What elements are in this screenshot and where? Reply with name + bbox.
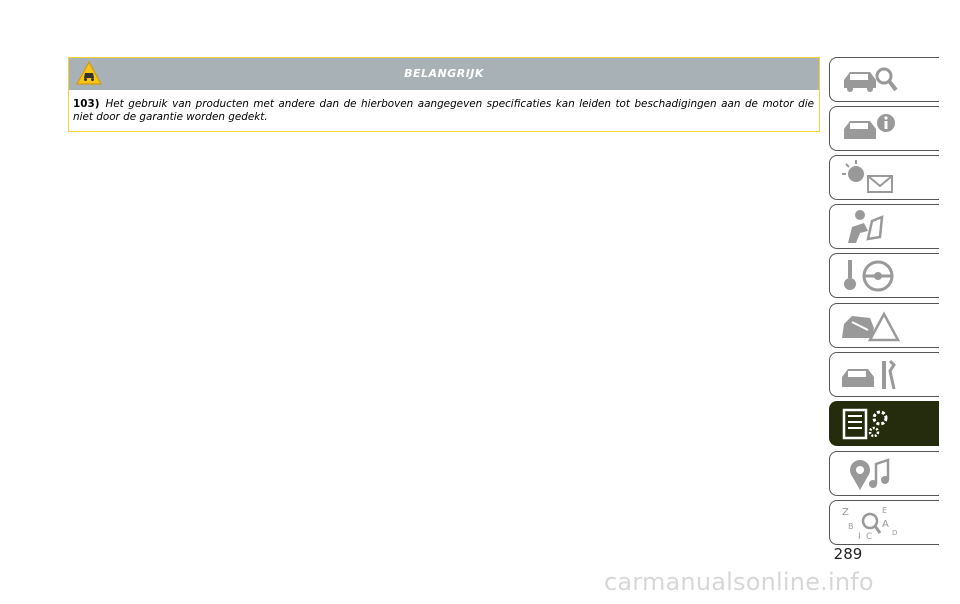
tab-technical-data[interactable]: [829, 401, 939, 446]
warning-light-message-icon: [838, 160, 902, 196]
note-number: 103): [73, 98, 100, 110]
svg-text:D: D: [892, 529, 898, 537]
page-number: 289: [833, 545, 863, 563]
watermark[interactable]: carmanualsonline.info: [604, 568, 874, 596]
warning-title: BELANGRIJK: [404, 67, 484, 80]
car-crash-warning-icon: [838, 308, 902, 344]
svg-text:C: C: [866, 532, 873, 541]
svg-text:A: A: [882, 519, 889, 530]
spec-sheet-gears-icon: [838, 406, 902, 442]
warning-text: [69, 90, 819, 124]
car-tools-icon: [838, 357, 902, 393]
tab-multimedia[interactable]: [829, 451, 939, 496]
car-search-icon: [838, 62, 902, 98]
tab-index[interactable]: [829, 500, 939, 545]
key-steering-wheel-icon: [838, 258, 902, 294]
car-info-icon: [838, 111, 902, 147]
warning-box: [68, 57, 820, 132]
note-text: Het gebruik van producten met andere dan de hierboven aangegeven specificaties kan leiden tot beschadigingen aan de motor die niet door de garantie worden gedekt.: [73, 98, 814, 123]
tab-warning-lights[interactable]: [829, 155, 939, 200]
tab-starting-driving[interactable]: [829, 253, 939, 298]
svg-text:B: B: [848, 522, 854, 531]
tab-car-info[interactable]: [829, 106, 939, 151]
map-pin-music-icon: [838, 456, 902, 492]
tab-emergency[interactable]: [829, 303, 939, 348]
person-airbag-icon: [838, 209, 902, 245]
tab-car-search[interactable]: [829, 57, 939, 102]
tab-safety[interactable]: [829, 204, 939, 249]
tab-maintenance[interactable]: [829, 352, 939, 397]
svg-text:I: I: [858, 532, 861, 541]
svg-text:E: E: [882, 506, 888, 515]
warning-header: [69, 58, 819, 90]
svg-text:Z: Z: [842, 507, 849, 518]
alphabet-index-search-icon: [838, 505, 902, 541]
